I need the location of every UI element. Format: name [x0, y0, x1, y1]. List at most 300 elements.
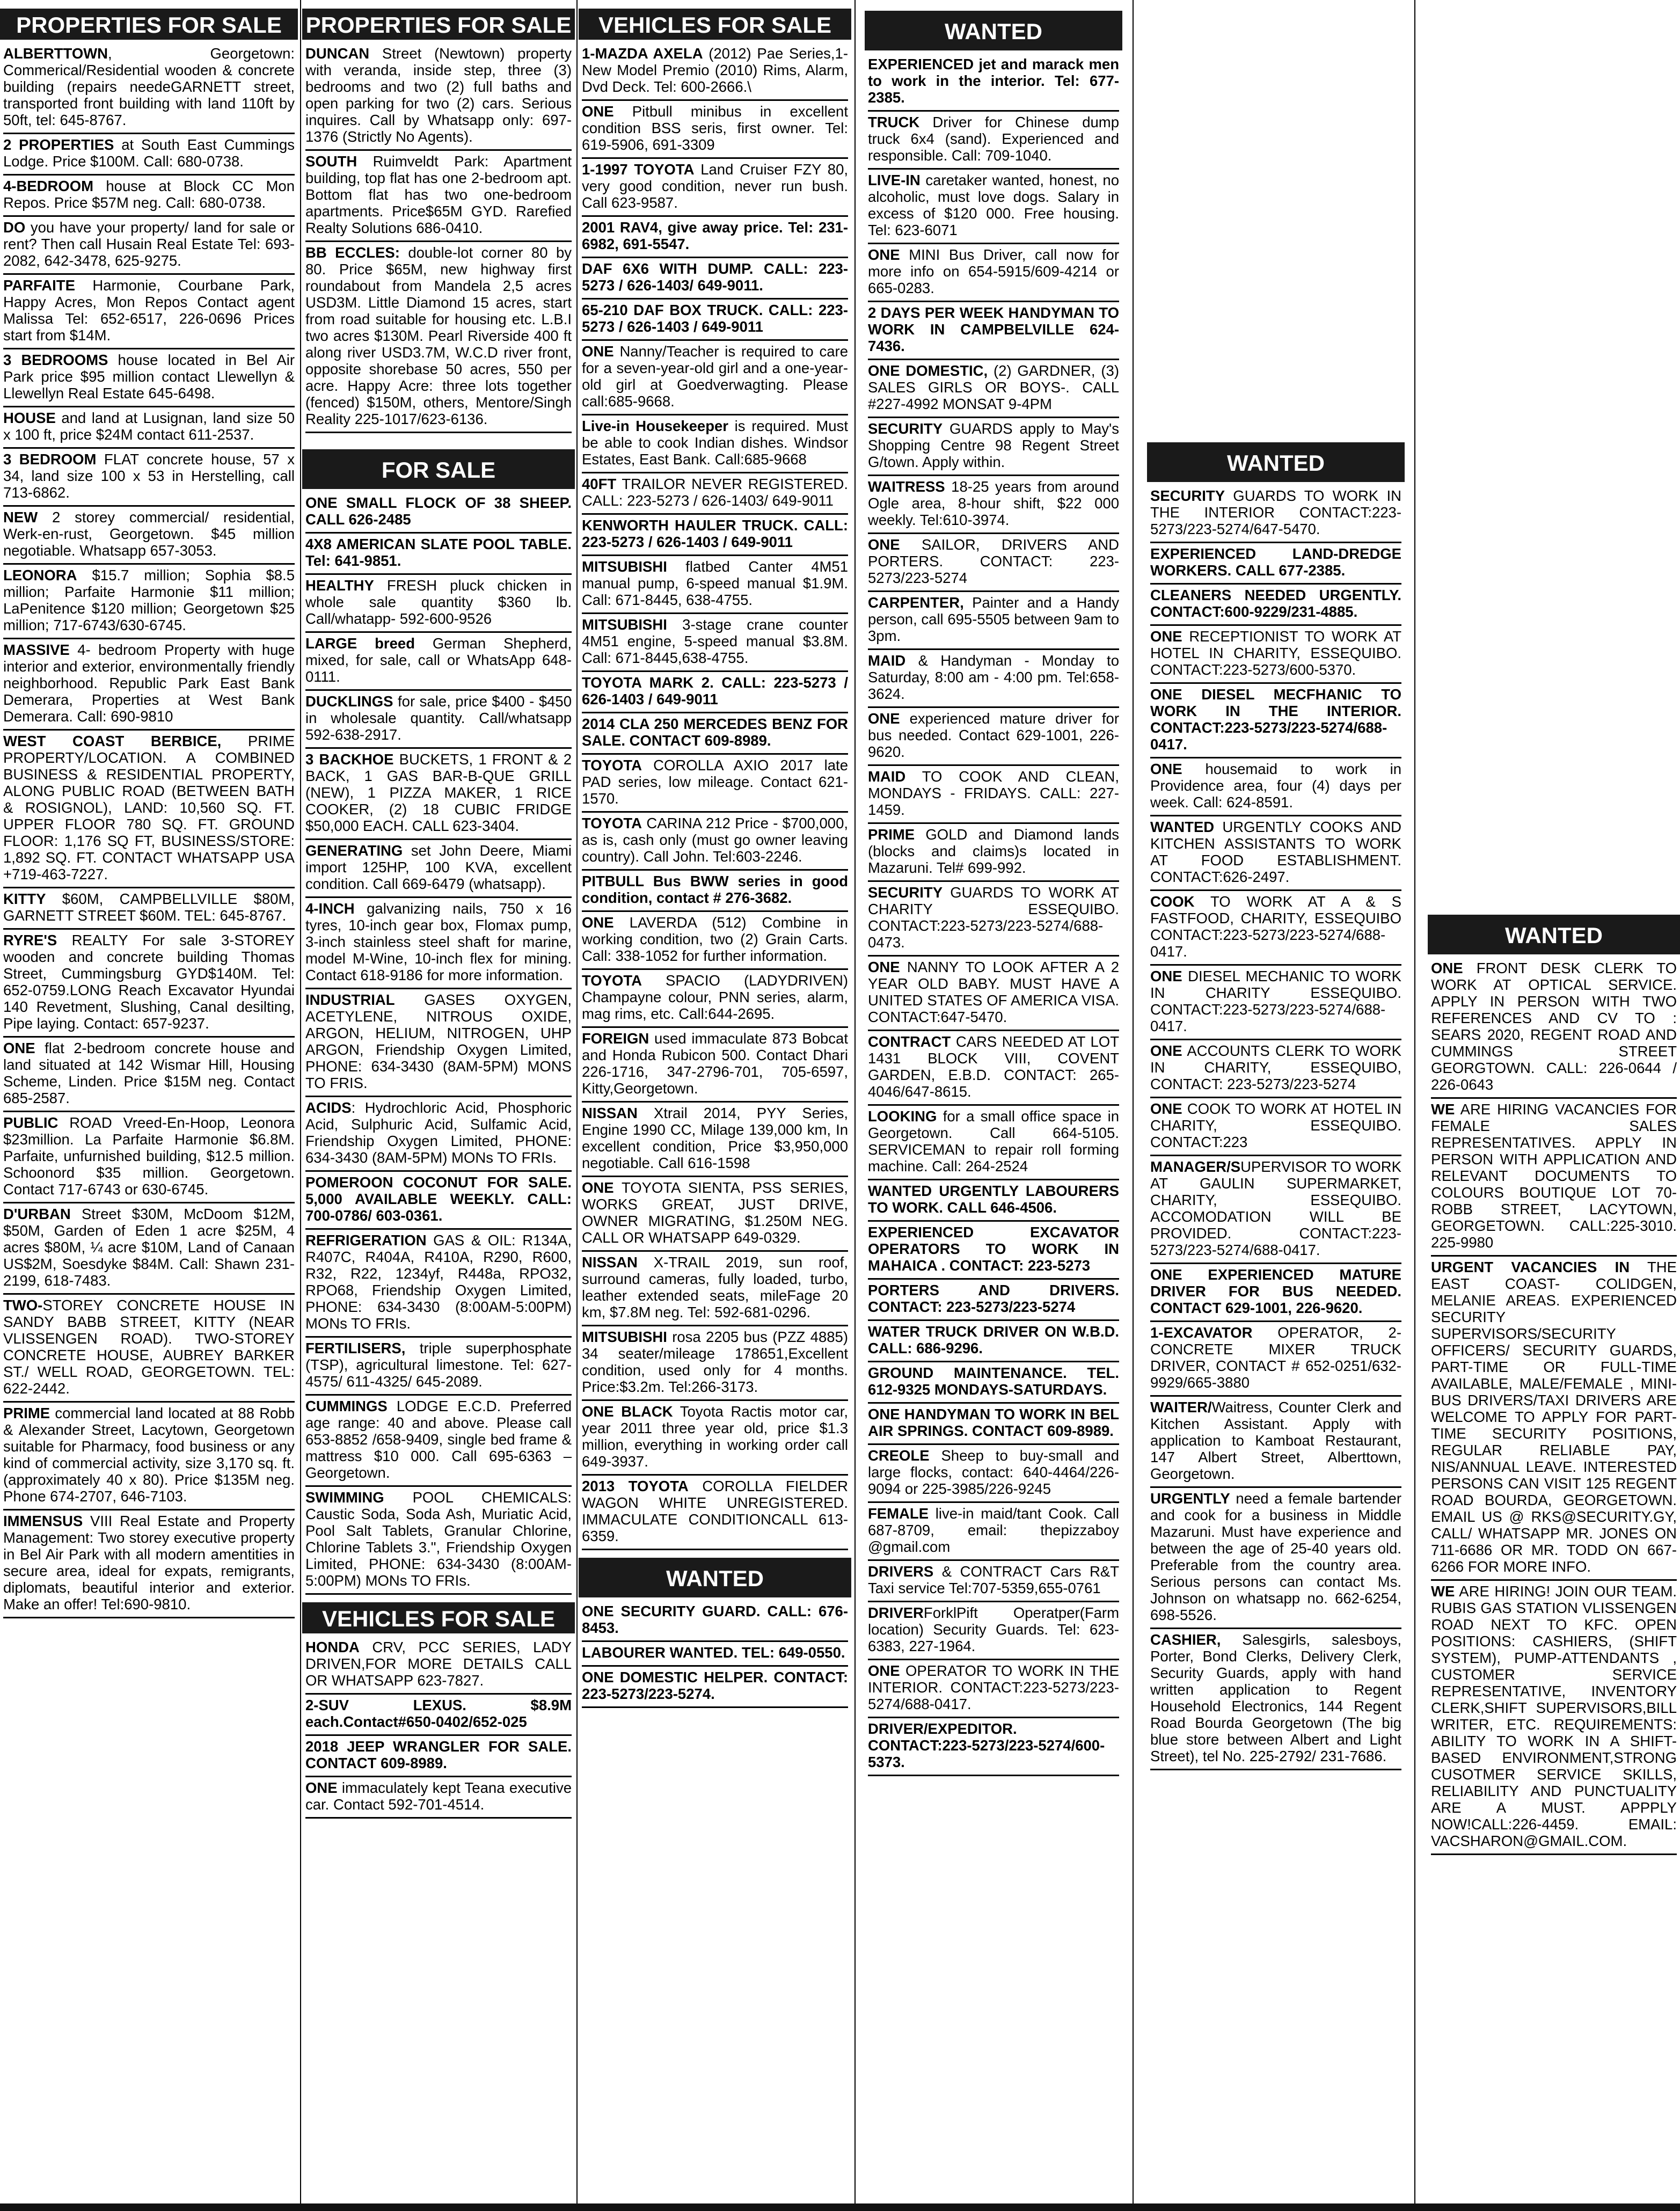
classified-ad	[582, 473, 848, 515]
ad-lead: ONE	[1150, 968, 1182, 984]
ad-list	[865, 54, 1122, 1776]
ad-lead: CASHIER,	[1150, 1631, 1221, 1648]
ad-text: immaculately kept Teana executive car. Contact 592-701-4514.	[305, 1779, 572, 1813]
classified-ad	[582, 1028, 848, 1103]
classified-ad	[3, 349, 295, 407]
ad-list	[1147, 485, 1405, 1770]
ad-lead: 1-EXCAVATOR	[1150, 1324, 1253, 1341]
ad-text: 2 storey commercial/ residential, Werk-en-rust, Georgetown. $45 million negotiable. Whatsapp 657-3053.	[3, 509, 295, 559]
classified-ad	[582, 515, 848, 556]
classified-ad	[582, 341, 848, 415]
classified-ad	[582, 1667, 848, 1708]
classified-ad	[868, 592, 1119, 650]
ad-lead: NISSAN	[582, 1105, 638, 1121]
ad-lead: ONE	[1150, 1042, 1182, 1059]
classified-ad	[582, 1326, 848, 1401]
ad-text: Street (Newtown) property with veranda, inside step, three (3) bedrooms and two (2) full baths and open parking for two (2) cars. Serious inquires. Call by Whatsapp only: 697-1376 (Strictly No Agents).	[305, 45, 572, 145]
classified-ad	[582, 217, 848, 258]
ad-text: COROLLA FIELDER WAGON WHITE UNREGISTERED. IMMACULATE CONDITIONCALL 613-6359.	[582, 1478, 848, 1544]
classified-ad	[305, 1338, 572, 1396]
ad-text: flat 2-bedroom concrete house and land situated at 142 Wismar Hill, Housing Scheme, Linden. Price $15M neg. Contact 685-2587.	[3, 1040, 295, 1106]
ad-lead: CLEANERS NEEDED URGENTLY. CONTACT:600-9229/231-4885.	[1150, 587, 1401, 620]
ad-lead: WE	[1431, 1101, 1455, 1118]
ad-lead: TWO-	[3, 1297, 43, 1314]
ad-lead: LIVE-IN	[868, 172, 921, 188]
classified-ad	[3, 1295, 295, 1403]
ad-lead: TRUCK	[868, 114, 920, 130]
classified-ad	[1150, 1156, 1401, 1264]
ad-text: FRESH pluck chicken in whole sale quantity $360 lb. Call/whatapp- 592-600-9526	[305, 577, 572, 627]
classified-ad	[305, 633, 572, 691]
ad-text: $15.7 million; Sophia $8.5 million; Parfaite Harmonie $11 million; LaPenitence $120 million; Georgetown $25 million; 717-6743/630-6745.	[3, 567, 295, 633]
ad-text: 4- bedroom Property with huge interior and exterior, environmentally friendly neighborhood. Republic Park East Bank Demerara, Properties at West Bank Demerara. Call: 690-9810	[3, 641, 295, 725]
classified-ad	[868, 1222, 1119, 1280]
ad-lead: SOUTH	[305, 153, 357, 170]
classified-ad	[305, 534, 572, 575]
classified-ad	[868, 824, 1119, 882]
ad-text: CRV, PCC SERIES, LADY DRIVEN,FOR MORE DETAILS CALL OR WHATSAPP 623-7827.	[305, 1639, 572, 1689]
ad-lead: CONTRACT	[868, 1033, 951, 1050]
ad-lead: PRIME	[868, 826, 915, 843]
ad-lead: NEW	[3, 509, 38, 526]
classified-ad	[3, 1403, 295, 1511]
ad-lead: ONE	[1431, 960, 1463, 976]
classified-ad	[1150, 1264, 1401, 1322]
ad-text: at South East Cummings Lodge. Price $100M. Call: 680-0738.	[3, 136, 295, 170]
ad-text: 18-25 years from around Ogle area, 8-hour shift, $22 000 weekly. Tel:610-3974.	[868, 478, 1119, 528]
ad-lead: ONE	[1150, 1100, 1182, 1117]
ad-lead: FERTILISERS,	[305, 1340, 406, 1356]
ad-text: MINI Bus Driver, call now for more info on 654-5915/609-4214 or 665-0283.	[868, 246, 1119, 296]
classified-ad	[3, 731, 295, 888]
classified-ad	[3, 1511, 295, 1618]
classified-ad	[582, 1103, 848, 1177]
classified-ad	[305, 1637, 572, 1695]
classified-ad	[1431, 1581, 1677, 1855]
ad-text: POOL CHEMICALS: Caustic Soda, Soda Ash, Muriatic Acid, Pool Salt Tablets, Granular Chlorine, Chlorine Tablets 3.", Friendship Oxygen Limited, PHONE: 634-3430 (8:00AM-5:00PM) MONs TO FRIs.	[305, 1489, 572, 1589]
ad-lead: HONDA	[305, 1639, 360, 1655]
ad-list	[579, 43, 851, 1550]
ad-text: CARS NEEDED AT LOT 1431 BLOCK VIII, COVENT GARDEN, E.B.D. CONTACT: 265-4046/647-8615.	[868, 1033, 1119, 1100]
ad-lead: WE	[1431, 1583, 1455, 1600]
ad-lead: 3 BEDROOM	[3, 451, 97, 468]
ad-text: experienced mature driver for bus needed. Contact 629-1001, 226-9620.	[868, 710, 1119, 760]
ad-lead: EXPERIENCED LAND-DREDGE WORKERS. CALL 677-2385.	[1150, 545, 1401, 579]
column-4	[865, 9, 1122, 2202]
ad-lead: PRIME	[3, 1405, 50, 1421]
classified-ad	[3, 449, 295, 507]
ad-text: FLAT concrete house, 57 x 34, land size 100 x 53 in Herstelling, call 713-6862.	[3, 451, 295, 501]
ad-text: LODGE E.C.D. Preferred age range: 40 and above. Please call 653-8852 /658-9409, single bed frame & mattress $10 000. Call 695-6363 – Georgetown.	[305, 1398, 572, 1481]
classified-ad	[1150, 1098, 1401, 1156]
ad-text: Driver for Chinese dump truck 6x4 (sand). Experienced and responsible. Call: 709-1040.	[868, 114, 1119, 164]
ad-text: & CONTRACT Cars R&T Taxi service Tel:707-5359,655-0761	[868, 1563, 1119, 1596]
ad-lead: 2 DAYS PER WEEK HANDYMAN TO WORK IN CAMPBELVILLE 624-7436.	[868, 304, 1119, 354]
ad-text: (2) GARDNER, (3) SALES GIRLS OR BOYS-. CALL #227-4992 MONSAT 9-4PM	[868, 362, 1119, 412]
classified-ad	[3, 407, 295, 449]
classified-ad	[582, 556, 848, 614]
ad-lead: MITSUBISHI	[582, 558, 667, 575]
classified-ad	[582, 1476, 848, 1550]
ad-text: house at Block CC Mon Repos. Price $57M neg. Call: 680-0738.	[3, 178, 295, 211]
ad-lead: 2013 TOYOTA	[582, 1478, 689, 1494]
ad-lead: INDUSTRIAL	[305, 991, 395, 1008]
classified-ad	[868, 1602, 1119, 1660]
classified-ad	[305, 1097, 572, 1172]
ad-lead: WANTED	[1150, 819, 1215, 835]
ad-lead: WAITER/	[1150, 1399, 1212, 1415]
ad-text: live-in maid/tant Cook. Call 687-8709, email: thepizzaboy @gmail.com	[868, 1505, 1119, 1555]
column-3	[579, 6, 851, 2202]
ad-lead: BB ECCLES:	[305, 244, 400, 261]
ad-list	[1428, 958, 1680, 1855]
ad-text: DIESEL MECHANIC TO WORK IN CHARITY ESSEQUIBO. CONTACT:223-5273/223-5274/688-0417.	[1150, 968, 1401, 1034]
ad-lead: MITSUBISHI	[582, 616, 667, 633]
ad-lead: LEONORA	[3, 567, 77, 583]
ad-text: Toyota Ractis motor car, year 2011 three year old, price $1.3 million, everything in working order call 649-3937.	[582, 1403, 848, 1470]
classified-ad	[582, 258, 848, 300]
classified-ad	[582, 672, 848, 713]
ad-text: LAVERDA (512) Combine in working condition, two (2) Grain Carts. Call: 338-1052 for further information.	[582, 914, 848, 964]
classified-ad	[305, 1487, 572, 1595]
ad-lead: NISSAN	[582, 1254, 638, 1271]
ad-lead: ONE	[582, 103, 614, 120]
ad-lead: 2018 JEEP WRANGLER FOR SALE. CONTACT 609-8989.	[305, 1738, 572, 1771]
ad-lead: 2-SUV LEXUS. $8.9M each.Contact#650-0402/652-025	[305, 1697, 572, 1730]
classified-ad	[1150, 1488, 1401, 1629]
ad-text: (2012) Pae Series,1- New Model Premio (2010) Rims, Alarm, Dvd Deck. Tel: 600-2666.\	[582, 45, 848, 95]
ad-lead: GROUND MAINTENANCE. TEL. 612-9325 MONDAYS-SATURDAYS.	[868, 1364, 1119, 1398]
ad-text: for sale, price $400 - $450 in wholesale quantity. Call/whatsapp 592-638-2917.	[305, 693, 572, 743]
classified-ad	[868, 1031, 1119, 1106]
ad-text: caretaker wanted, honest, no alcoholic, must love dogs. Salary in excess of $120 000. Free housing. Tel: 623-6071	[868, 172, 1119, 238]
ad-text: 3-stage crane counter 4M51 engine, 5-speed manual $3.8M. Call: 671-8445,638-4755.	[582, 616, 848, 666]
classified-ad	[582, 614, 848, 672]
classified-ad	[305, 1396, 572, 1487]
ad-text: Street $30M, McDoom $12M, $50M, Garden of Eden 1 acre $25M, 4 acres $80M, ¼ acre $10M, Land of Canaan US$2M, Soesdyke $84M. Call: Shawn 231-2199, 618-7483.	[3, 1206, 295, 1289]
ad-text: CARINA 212 Price - $700,000, as is, cash only (must go owner leaving country). Call John. Tel:603-2246.	[582, 815, 848, 865]
classified-ad	[868, 1106, 1119, 1180]
classified-ad	[305, 242, 572, 433]
ad-text: ACCOUNTS CLERK TO WORK IN CHARITY, ESSEQUIBO, CONTACT: 223-5273/223-5274	[1150, 1042, 1401, 1092]
classified-ad	[305, 1230, 572, 1338]
ad-lead: 65-210 DAF BOX TRUCK. CALL: 223-5273 / 626-1403 / 649-9011	[582, 302, 848, 335]
ad-text: Salesgirls, salesboys, Porter, Bond Clerks, Delivery Clerk, Security Guards, apply with hand written application to Regent Household Electronics, 144 Regent Road Bourda Georgetown (The big blue store between Albert and Light Street), tel No. 225-2792/ 231-7686.	[1150, 1631, 1401, 1764]
ad-lead: URGENTLY	[1150, 1490, 1230, 1507]
ad-text: Painter and a Handy person, call 695-5505 between 9am to 3pm.	[868, 594, 1119, 644]
classified-ad	[582, 1401, 848, 1476]
ad-lead: Live-in Housekeeper	[582, 418, 729, 434]
ad-lead: RYRE'S	[3, 932, 57, 948]
ad-lead: DUNCAN	[305, 45, 370, 62]
ad-lead: ONE	[868, 710, 900, 727]
column-2	[302, 6, 575, 2202]
ad-text: German Shepherd, mixed, for sale, call or WhatsApp 648-0111.	[305, 635, 572, 685]
classified-ad	[305, 749, 572, 840]
ad-lead: ONE DOMESTIC,	[868, 362, 988, 379]
ad-text: ARE HIRING VACANCIES FOR FEMALE SALES REPRESENTATIVES. APPLY IN PERSON WITH APPLICATION AND RELEVANT DOCUMENTS TO COLOURS BOUTIQUE LOT 70-ROBB STREET, LACYTOWN, GEORGETOWN. CALL:225-3010. 225-9980	[1431, 1101, 1677, 1251]
classified-ad	[1150, 1040, 1401, 1098]
section-header-wanted: WANTED	[1147, 442, 1405, 482]
ad-lead: DUCKLINGS	[305, 693, 393, 710]
classified-ad	[305, 575, 572, 633]
ad-lead: LOOKING	[868, 1108, 937, 1125]
classified-ad	[1150, 816, 1401, 891]
classified-ad	[868, 1404, 1119, 1445]
ad-lead: ONE DIESEL MECFHANIC TO WORK IN THE INTERIOR. CONTACT:223-5273/223-5274/688-0417.	[1150, 686, 1401, 753]
section-header-for-sale: FOR SALE	[302, 449, 575, 489]
classified-ad	[582, 1252, 848, 1326]
column-5	[1147, 440, 1405, 2202]
classified-ad	[582, 1177, 848, 1252]
ad-lead: IMMENSUS	[3, 1513, 83, 1529]
classified-ad	[1150, 1629, 1401, 1770]
ad-lead: PITBULL Bus BWW series in good condition, contact # 276-3682.	[582, 873, 848, 906]
classified-ad	[868, 534, 1119, 592]
ad-text: TO COOK AND CLEAN, MONDAYS - FRIDAYS. CALL: 227-1459.	[868, 768, 1119, 818]
ad-text: Nanny/Teacher is required to care for a seven-year-old girl and a one-year-old girl at Goedverwagting. Please call:685-9668.	[582, 343, 848, 410]
classified-ad	[305, 840, 572, 898]
ad-lead: 2014 CLA 250 MERCEDES BENZ FOR SALE. CONTACT 609-8989.	[582, 716, 848, 749]
classified-ad	[868, 1362, 1119, 1404]
ad-lead: FOREIGN	[582, 1030, 649, 1047]
classified-ad	[1150, 966, 1401, 1040]
ad-text: Harmonie, Courbane Park, Happy Acres, Mon Repos Contact agent Malissa Tel: 652-6517, 226-0696 Prices start from $14M.	[3, 277, 295, 344]
classified-ad	[868, 54, 1119, 112]
ad-lead: ONE SECURITY GUARD. CALL: 676-8453.	[582, 1603, 848, 1636]
ad-lead: SECURITY	[868, 884, 943, 901]
ad-text: set John Deere, Miami import 125HP, 100 KVA, excellent condition. Call 669-6479 (whatsapp).	[305, 842, 572, 892]
classified-ad	[868, 1718, 1119, 1776]
ad-text: , Georgetown: Commerical/Residential wooden & concrete building (repairs needeGARNETT street, transported front building with land 110ft by 50ft, tel: 645-8767.	[3, 45, 295, 128]
ad-text: double-lot corner 80 by 80. Price $65M, new highway first roundabout from Mandela 2,5 acres USD3M. Little Diamond 15 acres, start from road suitable for housing etc. L.B.I two acres $130M. Pearl Riverside 400 ft along river USD3.7M, W.C.D river front, opposite shorebase 50 acres, 550 per acre. Happy Acre: three lots together (fenced) $150M, others, Mentore/Singh Reality 225-1017/623-6136.	[305, 244, 572, 427]
classified-ad	[582, 912, 848, 970]
ad-text: ForklPift Operatper(Farm location) Security Guards. Tel: 623-6383, 227-1964.	[868, 1604, 1119, 1654]
ad-lead: REFRIGERATION	[305, 1232, 427, 1249]
ad-text: GUARDS apply to May's Shopping Centre 98 Regent Street G/town. Apply within.	[868, 420, 1119, 470]
classified-ad	[1150, 543, 1401, 585]
classified-ad	[868, 708, 1119, 766]
classified-ad	[868, 302, 1119, 360]
ad-lead: LABOURER WANTED. TEL: 649-0550.	[582, 1644, 845, 1661]
classified-ad	[868, 1280, 1119, 1321]
ad-text: is required. Must be able to cook Indian dishes. Windsor Estates, East Bank. Call:685-9668	[582, 418, 848, 468]
classified-ad	[582, 813, 848, 871]
column-1	[0, 6, 298, 2202]
ad-lead: ONE	[868, 1662, 900, 1679]
ad-lead: MANAGER/S	[1150, 1158, 1241, 1175]
section-header-vehicles: VEHICLES FOR SALE	[579, 9, 851, 40]
ad-lead: ONE EXPERIENCED MATURE DRIVER FOR BUS NEEDED. CONTACT 629-1001, 226-9620.	[1150, 1266, 1401, 1316]
ad-text: REALTY For sale 3-STOREY wooden and concrete building Thomas Street, Cummingsburg GYD$140M. Tel: 652-0759.LONG Reach Excavator Hyundai 140 Revetment, Slushing, Canal desilting, Pipe laying. Contact: 657-9237.	[3, 932, 295, 1032]
classified-ad	[868, 476, 1119, 534]
ad-lead: WANTED URGENTLY LABOURERS TO WORK. CALL 646-4506.	[868, 1183, 1119, 1216]
ad-lead: HOUSE	[3, 410, 56, 426]
classified-ad	[3, 1112, 295, 1203]
ad-lead: KITTY	[3, 891, 46, 907]
section-header-wanted: WANTED	[579, 1558, 851, 1597]
ad-lead: WEST COAST BERBICE,	[3, 733, 222, 749]
classified-ad	[582, 159, 848, 217]
ad-text: TOYOTA SIENTA, PSS SERIES, WORKS GREAT, JUST DRIVE, OWNER MIGRATING, $1.250M NEG. CALL OR WHATSAPP 649-0329.	[582, 1179, 848, 1246]
ad-text: BUCKETS, 1 FRONT & 2 BACK, 1 GAS BAR-B-QUE GRILL (NEW), 1 PIZZA MAKER, 1 RICE COOKER, (2) 18 CUBIC FRIDGE $50,000 EACH. CALL 623-3404.	[305, 751, 572, 834]
ad-lead: ONE SMALL FLOCK OF 38 SHEEP. CALL 626-2485	[305, 494, 572, 528]
classified-ad	[1150, 485, 1401, 543]
classified-ad	[305, 989, 572, 1097]
classified-ad	[3, 134, 295, 176]
ad-lead: WAITRESS	[868, 478, 945, 495]
ad-text: house located in Bel Air Park price $95 million contact Llewellyn & Llewellyn Real Estate 645-6498.	[3, 352, 295, 402]
ad-lead: CARPENTER,	[868, 594, 964, 611]
ad-text: & Handyman - Monday to Saturday, 8:00 am - 4:00 pm. Tel:658-3624.	[868, 652, 1119, 702]
classified-ad	[582, 300, 848, 341]
ad-text: ROAD Vreed-En-Hoop, Leonora $23million. La Parfaite Harmonie $6.8M. Parfaite, unfurnished building, $12.5 million. Schoonord $35 million. Georgetown. Contact 717-6743 or 630-6745.	[3, 1114, 295, 1198]
ad-lead: POMEROON COCONUT FOR SALE. 5,000 AVAILABLE WEEKLY. CALL: 700-0786/ 603-0361.	[305, 1174, 572, 1224]
ad-lead: MAID	[868, 768, 906, 785]
classified-ad	[1150, 1397, 1401, 1488]
ad-text: STOREY CONCRETE HOUSE IN SANDY BABB STREET, KITTY (NEAR VLISSENGEN ROAD). TWO-STOREY CONCRETE HOUSE, AUBREY BARKER ST./ WELL ROAD, GEORGETOWN. TEL: 622-2442.	[3, 1297, 295, 1397]
classified-ad	[582, 43, 848, 101]
ad-lead: HEALTHY	[305, 577, 374, 594]
ad-lead: 3 BEDROOMS	[3, 352, 108, 368]
classified-ad	[868, 1321, 1119, 1362]
ad-text: rosa 2205 bus (PZZ 4885) 34 seater/mileage 178651,Excellent condition, used only for 4 months. Price:$3.2m. Tel:266-3173.	[582, 1329, 848, 1395]
ad-lead: SECURITY	[868, 420, 943, 437]
ad-lead: ONE	[868, 246, 900, 263]
classified-ad	[582, 713, 848, 755]
ad-text: for a small office space in Georgetown. Call 664-5105. SERVICEMAN to repair roll forming machine. Call: 264-2524	[868, 1108, 1119, 1174]
classified-ad	[3, 1038, 295, 1112]
ad-text: VIII Real Estate and Property Management: Two storey executive property in Bel Air Park with all modern amentities in secure area, ideal for expats, remigrants, diplomats, beautiful interior and exterior. Make an offer! Tel:690-9810.	[3, 1513, 295, 1612]
ad-lead: DO	[3, 219, 26, 236]
classified-ad	[582, 755, 848, 813]
classified-ad	[305, 492, 572, 534]
ad-text: $60M, CAMPBELLVILLE $80M, GARNETT STREET $60M. TEL: 645-8767.	[3, 891, 295, 924]
ad-lead: TOYOTA	[582, 972, 642, 989]
ad-lead: ACIDS	[305, 1099, 352, 1116]
classified-ad	[582, 101, 848, 159]
classified-ad	[305, 898, 572, 989]
ad-text: X-TRAIL 2019, sun roof, surround cameras, fully loaded, turbo, leather extended seats, mileFage 20 km, $7.8M neg. Tel: 592-681-0296.	[582, 1254, 848, 1320]
ad-lead: TOYOTA	[582, 757, 642, 774]
ad-lead: D'URBAN	[3, 1206, 71, 1222]
ad-lead: ONE	[305, 1779, 338, 1796]
ad-text: Xtrail 2014, PYY Series, Engine 1990 CC, Milage 139,000 km, In excellent condition, Price $3,950,000 negotiable. Call 616-1598	[582, 1105, 848, 1171]
ad-lead: ONE BLACK	[582, 1403, 673, 1420]
ad-lead: MAID	[868, 652, 906, 669]
classified-ad	[868, 244, 1119, 302]
classified-ad	[1150, 626, 1401, 684]
ad-lead: URGENT VACANCIES IN	[1431, 1259, 1630, 1275]
classified-ad	[582, 970, 848, 1028]
ad-text: COROLLA AXIO 2017 late PAD series, low mileage. Contact 621-1570.	[582, 757, 848, 807]
classified-ad	[305, 1695, 572, 1736]
classified-ad	[305, 1736, 572, 1777]
ad-text: NANNY TO LOOK AFTER A 2 YEAR OLD BABY. MUST HAVE A UNITED STATES OF AMERICA VISA. CONTACT:647-5470.	[868, 959, 1119, 1025]
ad-text: GAS & OIL: R134A, R407C, R404A, R410A, R290, R600, R32, R22, 1234yf, R448a, RPO32, RPO68, Friendship Oxygen Limited, PHONE: 634-3430 (8:00AM-5:00PM) MONs TO FRIs.	[305, 1232, 572, 1332]
classified-ad	[305, 151, 572, 242]
ad-lead: DAF 6X6 WITH DUMP. CALL: 223-5273 / 626-1403/ 649-9011.	[582, 260, 848, 294]
ad-lead: ONE	[1150, 628, 1182, 645]
ad-lead: EXPERIENCED jet and marack men to work in the interior. Tel: 677-2385.	[868, 56, 1119, 106]
ad-lead: ONE	[868, 536, 900, 553]
classified-ad	[868, 1445, 1119, 1503]
ad-text: URGENTLY COOKS AND KITCHEN ASSISTANTS TO WORK AT FOOD ESTABLISHMENT. CONTACT:626-2497.	[1150, 819, 1401, 885]
ad-text: OPERATOR, 2- CONCRETE MIXER TRUCK DRIVER, CONTACT # 652-0251/632-9929/665-3880	[1150, 1324, 1401, 1391]
ad-lead: 4-BEDROOM	[3, 178, 94, 194]
ad-lead: CUMMINGS	[305, 1398, 388, 1414]
classified-ad	[3, 43, 295, 134]
ad-lead: CREOLE	[868, 1447, 930, 1464]
footer-bar	[0, 2203, 1680, 2211]
ad-text: GUARDS TO WORK IN THE INTERIOR CONTACT:223-5273/223-5274/647-5470.	[1150, 487, 1401, 537]
ad-text: GUARDS TO WORK AT CHARITY ESSEQUIBO. CONTACT:223-5273/223-5274/688-0473.	[868, 884, 1119, 951]
ad-text: housemaid to work in Providence area, four (4) days per week. Call: 624-8591.	[1150, 761, 1401, 811]
ad-text: ARE HIRING! JOIN OUR TEAM. RUBIS GAS STATION VLISSENGEN ROAD NEXT TO KFC. OPEN POSITIONS: CASHIERS, (SHIFT SYSTEM), PUMP-ATTENDANTS , CUSTOMER SERVICE REPRESENTATIVE, INVENTORY CLERK,SHIFT SUPERVISORS,BILL WRITER, ETC. REQUIREMENTS: ABILITY TO WORK IN A SHIFT-BASED ENVIRONMENT,STRONG CUSOTMER SERVICE SKILLS, RELIABILITY AND PUNCTUALITY ARE A MUST. APPPLY NOW!CALL:226-4459. EMAIL: VACSHARON@GMAIL.COM.	[1431, 1583, 1677, 1849]
classified-ad	[1150, 684, 1401, 758]
classified-ad	[3, 507, 295, 565]
classified-ad	[868, 957, 1119, 1031]
section-header-wanted: WANTED	[865, 11, 1122, 50]
classified-ad	[868, 1561, 1119, 1602]
classified-ad	[868, 882, 1119, 957]
ad-text: GASES OXYGEN, ACETYLENE, NITROUS OXIDE, ARGON, HELIUM, NITROGEN, UHP ARGON, Friendship Oxygen Limited, PHONE: 634-3430 (8AM-5PM) MONS TO FRIS.	[305, 991, 572, 1091]
ad-lead: TOYOTA MARK 2. CALL: 223-5273 / 626-1403 / 649-9011	[582, 674, 848, 707]
ad-text: commercial land located at 88 Robb & Alexander Street, Lacytown, Georgetown suitable for Pharmacy, food business or any kind of commercial activity, size 3,170 sq. ft. (approximately 40 x 80). Price $135M neg. Phone 674-2707, 646-7103.	[3, 1405, 295, 1505]
ad-lead: 2001 RAV4, give away price. Tel: 231-6982, 691-5547.	[582, 219, 848, 252]
ad-text: COOK TO WORK AT HOTEL IN CHARITY, ESSEQUIBO. CONTACT:223	[1150, 1100, 1401, 1150]
classified-ad	[305, 43, 572, 151]
ad-lead: COOK	[1150, 893, 1195, 910]
classified-ad	[868, 418, 1119, 476]
ad-text: THE EAST COAST- COLIDGEN, MELANIE AREAS. EXPERIENCED SECURITY SUPERVISORS/SECURITY OFFICERS/ SECURITY GUARDS, PART-TIME OR FULL-TIME AVAILABLE, MALE/FEMALE , MINI-BUS DRIVERS/TAXI DRIVERS ARE WELCOME TO APPLY FOR PART-TIME SECURITY POSITIONS, REGULAR RELIABLE PAY, NIS/ANNUAL LEAVE. INTERESTED PERSONS CAN VISIT 125 REGENT ROAD BOURDA, GEORGETOWN. EMAIL US @ RKS@SECURITY.GY, CALL/ WHATSAPP MR. JONES ON 711-6686 OR MR. TODD ON 667-6266 FOR MORE INFO.	[1431, 1259, 1677, 1575]
ad-lead: WATER TRUCK DRIVER ON W.B.D. CALL: 686-9296.	[868, 1323, 1119, 1356]
classified-ad	[1431, 1257, 1677, 1581]
ad-text: triple superphosphate (TSP), agricultural limestone. Tel: 627-4575/ 611-4325/ 645-2089.	[305, 1340, 572, 1390]
classified-ad	[868, 1660, 1119, 1718]
ad-text: FRONT DESK CLERK TO WORK AT OPTICAL SERVICE. APPLY IN PERSON WITH TWO REFERENCES AND CV TO : SEARS 2020, REGENT ROAD AND CUMMINGS STREET GEORGTOWN. CALL: 226-0644 / 226-0643	[1431, 960, 1677, 1093]
ad-list	[0, 43, 298, 1618]
section-header-vehicles: VEHICLES FOR SALE	[302, 1602, 575, 1633]
classified-ad	[582, 415, 848, 473]
ad-lead: ONE	[1150, 761, 1182, 777]
ad-text: galvanizing nails, 750 x 16 tyres, 10-inch gear box, Flomax pump, 3-inch stainless steel shaft for marine, model M-Wine, 10-inch flex for mining. Contact 618-9186 for more information.	[305, 900, 572, 983]
classified-ad	[3, 565, 295, 639]
ad-list	[302, 492, 575, 1595]
classified-ad	[305, 1172, 572, 1230]
classified-ad	[868, 766, 1119, 824]
ad-lead: PARFAITE	[3, 277, 75, 294]
classified-ad	[1431, 1099, 1677, 1257]
classified-ad	[582, 1642, 848, 1667]
ad-list	[302, 1637, 575, 1819]
classified-ad	[1150, 758, 1401, 816]
ad-text: used immaculate 873 Bobcat and Honda Rubicon 500. Contact Dhari 226-1716, 347-2796-701, 705-6597, Kitty,Georgetown.	[582, 1030, 848, 1097]
ad-lead: TOYOTA	[582, 815, 642, 831]
ad-lead: SECURITY	[1150, 487, 1225, 504]
ad-lead: FEMALE	[868, 1505, 929, 1522]
ad-list	[302, 43, 575, 433]
ad-lead: PORTERS AND DRIVERS. CONTACT: 223-5273/223-5274	[868, 1282, 1119, 1315]
ad-text: Pitbull minibus in excellent condition BSS seris, first owner. Tel: 619-5906, 691-3309	[582, 103, 848, 153]
ad-lead: ALBERTTOWN	[3, 45, 108, 62]
ad-text: you have your property/ land for sale or rent? Then call Husain Real Estate Tel: 693-2082, 642-3478, 625-9275.	[3, 219, 295, 269]
ad-lead: ONE	[582, 914, 614, 931]
ad-text: and land at Lusignan, land size 50 x 100 ft, price $24M contact 611-2537.	[3, 410, 295, 443]
classified-ad	[868, 1503, 1119, 1561]
ad-lead: ONE	[3, 1040, 35, 1056]
ad-text: flatbed Canter 4M51 manual pump, 6-speed manual $1.9M. Call: 671-8445, 638-4755.	[582, 558, 848, 608]
